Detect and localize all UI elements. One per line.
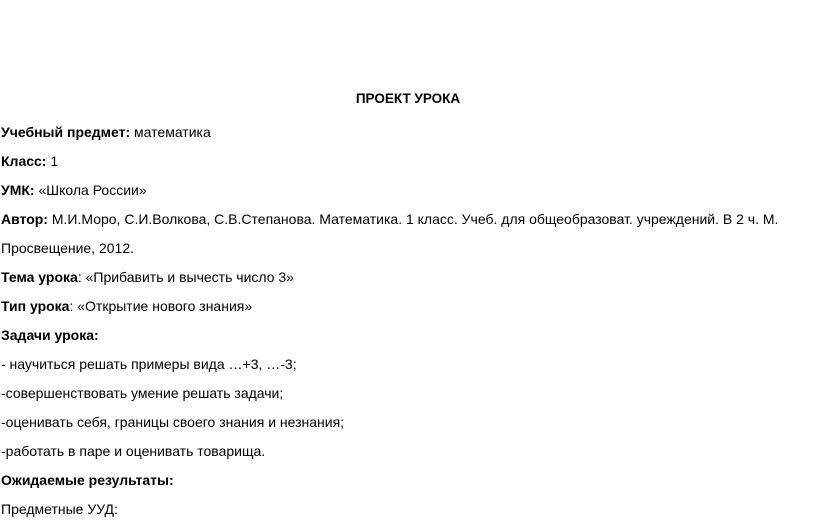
author-label: Автор:	[1, 211, 48, 227]
topic-label: Тема урока	[1, 269, 78, 285]
lesson-type-line	[1, 292, 806, 321]
subject-value: математика	[130, 124, 211, 140]
umk-value: «Школа России»	[34, 182, 147, 198]
topic-value: : «Прибавить и вычесть число 3»	[77, 269, 294, 285]
document-body	[1, 118, 806, 524]
task-item: -совершенствовать умение решать задачи;	[1, 385, 284, 401]
topic-line	[1, 263, 806, 292]
results-heading: Ожидаемые результаты:	[1, 472, 174, 488]
author-value: М.И.Моро, С.И.Волкова, С.В.Степанова. Математика. 1 класс. Учеб. для общеобразоват. учреждений. В 2 ч. М. Просвещение, 2012.	[1, 211, 779, 256]
grade-value: 1	[46, 153, 59, 169]
subject-line	[1, 118, 806, 147]
umk-label: УМК:	[1, 182, 35, 198]
tasks-heading: Задачи урока:	[1, 327, 99, 343]
task-item: - научиться решать примеры вида …+3, …-3;	[1, 356, 297, 372]
umk-line	[1, 176, 806, 205]
subject-uud-label: Предметные УУД:	[1, 501, 118, 517]
subject-label: Учебный предмет:	[1, 124, 131, 140]
document-title: ПРОЕКТ УРОКА	[355, 91, 461, 106]
task-item: -оценивать себя, границы своего знания и незнания;	[1, 414, 345, 430]
grade-label: Класс:	[1, 153, 47, 169]
lesson-type-label: Тип урока	[1, 298, 70, 314]
grade-line	[1, 147, 806, 176]
task-item: -работать в паре и оценивать товарища.	[1, 443, 266, 459]
lesson-type-value: : «Открытие нового знания»	[69, 298, 253, 314]
author-line	[1, 205, 806, 263]
